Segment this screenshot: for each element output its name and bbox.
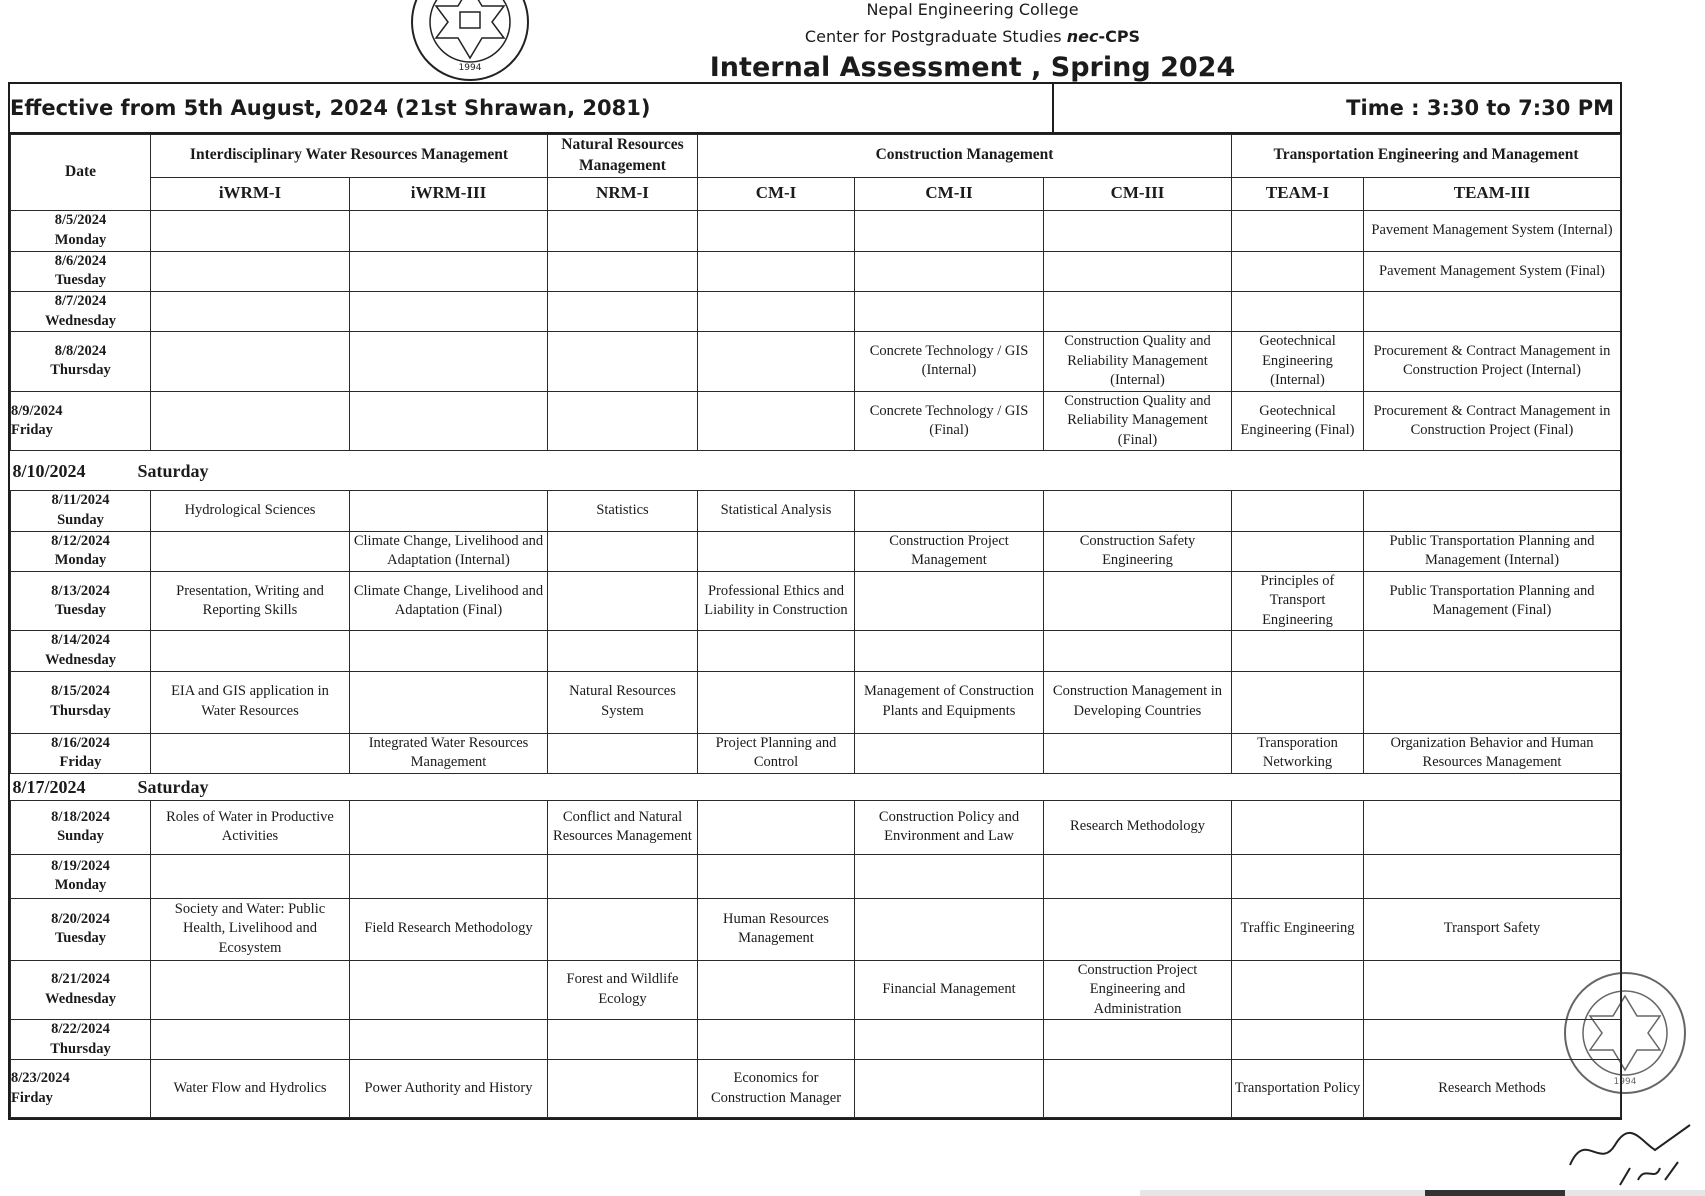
exam-cell bbox=[855, 733, 1044, 773]
group-nrm: Natural Resources Management bbox=[548, 135, 698, 178]
exam-cell: EIA and GIS application in Water Resources bbox=[151, 671, 350, 733]
exam-cell bbox=[548, 531, 698, 571]
weekday: Thursday bbox=[50, 703, 111, 720]
exam-cell bbox=[1044, 251, 1232, 291]
date-value: 8/19/2024 bbox=[51, 857, 110, 874]
exam-cell bbox=[350, 291, 548, 331]
exam-cell bbox=[698, 210, 855, 251]
group-iwrm: Interdisciplinary Water Resources Management bbox=[151, 135, 548, 178]
exam-cell: Construction Project Management bbox=[855, 531, 1044, 571]
exam-cell bbox=[1364, 800, 1621, 854]
scan-edge-dark bbox=[1425, 1190, 1565, 1196]
exam-cell bbox=[1232, 491, 1364, 531]
table-row bbox=[11, 210, 1621, 251]
exam-cell: Professional Ethics and Liability in Construction bbox=[698, 571, 855, 631]
program-header-row bbox=[11, 177, 1621, 210]
date-cell bbox=[11, 251, 151, 291]
exam-cell bbox=[350, 332, 548, 392]
exam-cell: Research Methodology bbox=[1044, 800, 1232, 854]
exam-cell: Roles of Water in Productive Activities bbox=[151, 800, 350, 854]
exam-cell: Pavement Management System (Final) bbox=[1364, 251, 1621, 291]
exam-cell: Integrated Water Resources Management bbox=[350, 733, 548, 773]
exam-cell: Public Transportation Planning and Management (Final) bbox=[1364, 571, 1621, 631]
effective-row bbox=[10, 84, 1620, 134]
exam-cell bbox=[151, 251, 350, 291]
table-row bbox=[11, 733, 1621, 773]
exam-cell bbox=[1232, 671, 1364, 733]
program-team-3: TEAM-III bbox=[1364, 177, 1621, 210]
date-value: 8/12/2024 bbox=[51, 532, 110, 549]
exam-cell bbox=[548, 210, 698, 251]
table-row bbox=[11, 251, 1621, 291]
exam-cell bbox=[350, 251, 548, 291]
effective-date: Effective from 5th August, 2024 (21st Shrawan, 2081) bbox=[10, 84, 1054, 132]
group-header-row bbox=[11, 135, 1621, 178]
weekday: Monday bbox=[54, 877, 107, 894]
table-row bbox=[11, 531, 1621, 571]
exam-cell bbox=[855, 898, 1044, 960]
exam-cell bbox=[855, 571, 1044, 631]
exam-cell: Hydrological Sciences bbox=[151, 491, 350, 531]
exam-cell: Procurement & Contract Management in Construction Project (Internal) bbox=[1364, 332, 1621, 392]
exam-cell bbox=[1364, 671, 1621, 733]
date-cell bbox=[11, 531, 151, 571]
exam-cell bbox=[1364, 631, 1621, 671]
schedule-table bbox=[10, 134, 1621, 1118]
exam-cell bbox=[855, 491, 1044, 531]
date-value: 8/5/2024 bbox=[54, 212, 107, 229]
date-header: Date bbox=[11, 135, 151, 211]
exam-cell: Power Authority and History bbox=[350, 1060, 548, 1118]
exam-cell: Pavement Management System (Internal) bbox=[1364, 210, 1621, 251]
weekday: Wednesday bbox=[45, 651, 116, 668]
exam-cell: Traffic Engineering bbox=[1232, 898, 1364, 960]
weekday: Friday bbox=[11, 422, 53, 439]
date-value: 8/20/2024 bbox=[51, 910, 110, 927]
holiday-day: Saturday bbox=[137, 460, 209, 481]
program-cm-1: CM-I bbox=[698, 177, 855, 210]
signature-icon bbox=[1560, 1110, 1700, 1190]
exam-cell bbox=[1232, 210, 1364, 251]
exam-cell bbox=[698, 391, 855, 451]
center-nec: nec bbox=[1066, 27, 1099, 46]
exam-cell bbox=[1044, 291, 1232, 331]
exam-cell bbox=[698, 251, 855, 291]
holiday-day: Saturday bbox=[137, 776, 209, 797]
date-cell bbox=[11, 1020, 151, 1060]
exam-cell bbox=[548, 631, 698, 671]
exam-cell bbox=[855, 291, 1044, 331]
exam-cell bbox=[1364, 291, 1621, 331]
exam-cell bbox=[548, 898, 698, 960]
exam-cell bbox=[151, 733, 350, 773]
exam-cell: Geotechnical Engineering (Final) bbox=[1232, 391, 1364, 451]
date-cell bbox=[11, 631, 151, 671]
exam-cell bbox=[350, 960, 548, 1020]
exam-cell bbox=[698, 960, 855, 1020]
exam-cell bbox=[151, 631, 350, 671]
weekday: Sunday bbox=[57, 828, 104, 845]
exam-cell bbox=[151, 291, 350, 331]
exam-cell bbox=[548, 391, 698, 451]
table-row bbox=[11, 1060, 1621, 1118]
exam-cell bbox=[698, 1020, 855, 1060]
exam-cell bbox=[1232, 960, 1364, 1020]
table-row bbox=[11, 1020, 1621, 1060]
date-value: 8/22/2024 bbox=[51, 1021, 110, 1038]
center-name bbox=[120, 27, 1705, 46]
exam-cell bbox=[1232, 631, 1364, 671]
exam-cell: Climate Change, Livelihood and Adaptation (Internal) bbox=[350, 531, 548, 571]
weekday: Tuesday bbox=[54, 930, 107, 947]
date-cell bbox=[11, 491, 151, 531]
exam-cell bbox=[548, 1060, 698, 1118]
exam-cell bbox=[151, 960, 350, 1020]
exam-cell bbox=[350, 800, 548, 854]
exam-cell bbox=[350, 391, 548, 451]
exam-cell bbox=[350, 210, 548, 251]
table-row bbox=[11, 631, 1621, 671]
exam-cell bbox=[548, 332, 698, 392]
date-value: 8/15/2024 bbox=[51, 683, 110, 700]
exam-cell: Financial Management bbox=[855, 960, 1044, 1020]
college-name: Nepal Engineering College bbox=[866, 0, 1079, 19]
center-prefix: Center for Postgraduate Studies bbox=[804, 27, 1067, 46]
exam-cell bbox=[1364, 491, 1621, 531]
table-row bbox=[11, 800, 1621, 854]
date-value: 8/21/2024 bbox=[51, 971, 110, 988]
exam-cell: Procurement & Contract Management in Construction Project (Final) bbox=[1364, 391, 1621, 451]
date-value: 8/16/2024 bbox=[51, 734, 110, 751]
exam-cell: Concrete Technology / GIS (Internal) bbox=[855, 332, 1044, 392]
holiday-row bbox=[11, 451, 1621, 491]
exam-cell: Natural Resources System bbox=[548, 671, 698, 733]
date-cell bbox=[11, 671, 151, 733]
exam-cell: Construction Safety Engineering bbox=[1044, 531, 1232, 571]
date-value: 8/13/2024 bbox=[51, 582, 110, 599]
exam-cell bbox=[1232, 251, 1364, 291]
date-cell bbox=[11, 733, 151, 773]
exam-cell: Transporation Networking bbox=[1232, 733, 1364, 773]
exam-cell: Construction Management in Developing Countries bbox=[1044, 671, 1232, 733]
exam-cell bbox=[548, 854, 698, 898]
weekday: Friday bbox=[59, 754, 102, 771]
exam-cell: Construction Policy and Environment and Law bbox=[855, 800, 1044, 854]
exam-cell bbox=[1364, 1020, 1621, 1060]
exam-cell bbox=[151, 210, 350, 251]
table-row bbox=[11, 960, 1621, 1020]
table-row bbox=[11, 898, 1621, 960]
exam-cell bbox=[855, 210, 1044, 251]
program-iwrm-3: iWRM-III bbox=[350, 177, 548, 210]
weekday: Monday bbox=[54, 231, 107, 248]
date-value: 8/7/2024 bbox=[54, 292, 107, 309]
weekday: Tuesday bbox=[54, 272, 107, 289]
holiday-row bbox=[11, 773, 1621, 800]
holiday-cell bbox=[11, 773, 1621, 800]
weekday: Sunday bbox=[57, 512, 104, 529]
exam-cell bbox=[1044, 898, 1232, 960]
date-cell bbox=[11, 800, 151, 854]
exam-cell bbox=[855, 251, 1044, 291]
exam-cell bbox=[698, 332, 855, 392]
date-cell bbox=[11, 854, 151, 898]
program-team-1: TEAM-I bbox=[1232, 177, 1364, 210]
date-value: 8/11/2024 bbox=[51, 492, 110, 509]
date-cell bbox=[11, 1060, 151, 1118]
exam-cell: Society and Water: Public Health, Livelihood and Ecosystem bbox=[151, 898, 350, 960]
exam-cell: Economics for Construction Manager bbox=[698, 1060, 855, 1118]
exam-cell bbox=[698, 531, 855, 571]
weekday: Monday bbox=[54, 552, 107, 569]
exam-cell bbox=[151, 1020, 350, 1060]
exam-cell bbox=[1232, 1020, 1364, 1060]
exam-cell bbox=[698, 800, 855, 854]
exam-cell: Organization Behavior and Human Resources Management bbox=[1364, 733, 1621, 773]
program-iwrm-1: iWRM-I bbox=[151, 177, 350, 210]
exam-cell: Field Research Methodology bbox=[350, 898, 548, 960]
date-cell bbox=[11, 291, 151, 331]
college-seal-icon bbox=[408, 0, 532, 84]
table-row bbox=[11, 854, 1621, 898]
exam-cell: Climate Change, Livelihood and Adaptation (Final) bbox=[350, 571, 548, 631]
date-cell bbox=[11, 391, 151, 451]
date-cell bbox=[11, 898, 151, 960]
exam-cell bbox=[1044, 571, 1232, 631]
date-cell bbox=[11, 210, 151, 251]
exam-cell bbox=[855, 1060, 1044, 1118]
exam-cell bbox=[1232, 854, 1364, 898]
exam-cell bbox=[548, 733, 698, 773]
date-value: 8/9/2024 bbox=[11, 402, 63, 419]
exam-cell bbox=[548, 1020, 698, 1060]
exam-cell: Construction Quality and Reliability Management (Final) bbox=[1044, 391, 1232, 451]
weekday: Wednesday bbox=[45, 312, 116, 329]
date-value: 8/14/2024 bbox=[51, 632, 110, 649]
weekday: Thursday bbox=[50, 1040, 111, 1057]
exam-cell: Construction Quality and Reliability Management (Internal) bbox=[1044, 332, 1232, 392]
program-cm-2: CM-II bbox=[855, 177, 1044, 210]
exam-cell: Statistical Analysis bbox=[698, 491, 855, 531]
date-cell bbox=[11, 960, 151, 1020]
exam-cell bbox=[1232, 531, 1364, 571]
exam-cell bbox=[548, 571, 698, 631]
schedule-sheet bbox=[8, 82, 1622, 1120]
holiday-date: 8/10/2024 bbox=[12, 460, 86, 481]
page-title: Internal Assessment , Spring 2024 bbox=[709, 52, 1236, 83]
schedule-body bbox=[11, 210, 1621, 1118]
exam-cell bbox=[855, 1020, 1044, 1060]
exam-cell bbox=[698, 631, 855, 671]
svg-text:1994: 1994 bbox=[458, 63, 482, 73]
weekday: Thursday bbox=[50, 362, 111, 379]
program-cm-3: CM-III bbox=[1044, 177, 1232, 210]
exam-cell bbox=[1232, 800, 1364, 854]
date-value: 8/6/2024 bbox=[54, 252, 107, 269]
exam-cell: Water Flow and Hydrolics bbox=[151, 1060, 350, 1118]
exam-cell bbox=[1364, 960, 1621, 1020]
table-row bbox=[11, 571, 1621, 631]
weekday: Firday bbox=[11, 1089, 53, 1106]
exam-cell: Conflict and Natural Resources Management bbox=[548, 800, 698, 854]
exam-cell bbox=[698, 671, 855, 733]
exam-cell bbox=[350, 854, 548, 898]
exam-cell bbox=[1044, 1020, 1232, 1060]
exam-cell: Forest and Wildlife Ecology bbox=[548, 960, 698, 1020]
table-row bbox=[11, 291, 1621, 331]
exam-cell bbox=[151, 531, 350, 571]
weekday: Wednesday bbox=[45, 991, 116, 1007]
table-row bbox=[11, 391, 1621, 451]
exam-cell: Management of Construction Plants and Equipments bbox=[855, 671, 1044, 733]
exam-cell bbox=[350, 671, 548, 733]
exam-cell: Statistics bbox=[548, 491, 698, 531]
date-cell bbox=[11, 332, 151, 392]
exam-cell bbox=[350, 631, 548, 671]
date-value: 8/18/2024 bbox=[51, 808, 110, 825]
exam-cell: Public Transportation Planning and Management (Internal) bbox=[1364, 531, 1621, 571]
group-cm: Construction Management bbox=[698, 135, 1232, 178]
group-team: Transportation Engineering and Management bbox=[1232, 135, 1621, 178]
exam-cell bbox=[1044, 733, 1232, 773]
exam-cell: Presentation, Writing and Reporting Skills bbox=[151, 571, 350, 631]
exam-cell bbox=[1044, 854, 1232, 898]
holiday-cell bbox=[11, 451, 1621, 491]
exam-cell: Geotechnical Engineering (Internal) bbox=[1232, 332, 1364, 392]
program-nrm-1: NRM-I bbox=[548, 177, 698, 210]
exam-cell bbox=[151, 854, 350, 898]
exam-cell bbox=[1044, 631, 1232, 671]
exam-cell: Construction Project Engineering and Administration bbox=[1044, 960, 1232, 1020]
exam-cell bbox=[698, 854, 855, 898]
exam-time: Time : 3:30 to 7:30 PM bbox=[1346, 96, 1614, 120]
exam-cell: Project Planning and Control bbox=[698, 733, 855, 773]
exam-cell bbox=[855, 854, 1044, 898]
exam-cell bbox=[548, 291, 698, 331]
exam-cell: Transport Safety bbox=[1364, 898, 1621, 960]
table-row bbox=[11, 671, 1621, 733]
holiday-date: 8/17/2024 bbox=[12, 776, 86, 797]
exam-cell bbox=[1364, 854, 1621, 898]
date-cell bbox=[11, 571, 151, 631]
exam-cell bbox=[1232, 291, 1364, 331]
date-value: 8/23/2024 bbox=[11, 1070, 70, 1087]
exam-cell bbox=[151, 332, 350, 392]
table-row bbox=[11, 332, 1621, 392]
exam-cell bbox=[855, 631, 1044, 671]
center-suffix: -CPS bbox=[1098, 27, 1141, 46]
exam-cell: Research Methods bbox=[1364, 1060, 1621, 1118]
exam-cell bbox=[350, 1020, 548, 1060]
exam-cell: Transportation Policy bbox=[1232, 1060, 1364, 1118]
date-value: 8/8/2024 bbox=[54, 342, 107, 359]
exam-cell bbox=[1044, 1060, 1232, 1118]
exam-cell bbox=[151, 391, 350, 451]
weekday: Tuesday bbox=[54, 602, 107, 619]
exam-cell: Concrete Technology / GIS (Final) bbox=[855, 391, 1044, 451]
svg-text:1994: 1994 bbox=[1613, 1077, 1637, 1087]
exam-cell bbox=[1044, 491, 1232, 531]
exam-cell bbox=[1044, 210, 1232, 251]
exam-cell: Principles of Transport Engineering bbox=[1232, 571, 1364, 631]
exam-cell bbox=[548, 251, 698, 291]
scan-edge bbox=[1140, 1190, 1705, 1196]
exam-cell bbox=[698, 291, 855, 331]
exam-cell bbox=[350, 491, 548, 531]
table-row bbox=[11, 491, 1621, 531]
exam-cell: Human Resources Management bbox=[698, 898, 855, 960]
